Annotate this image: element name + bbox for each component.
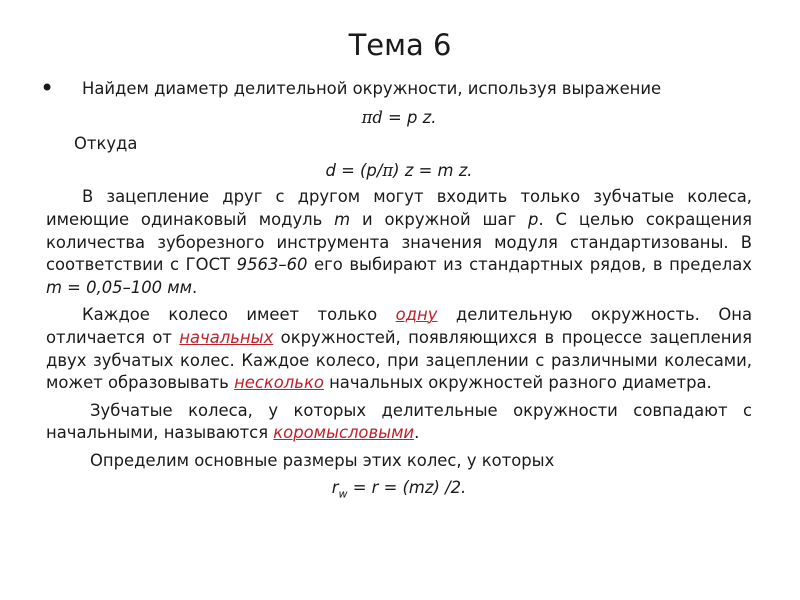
formula-pitch-circumference [46, 107, 752, 130]
highlight-one: одну [395, 305, 438, 325]
formula-pi-d: πd [361, 107, 383, 127]
highlight-term: коромысловыми [273, 423, 415, 443]
paragraph-diameter: Найдем диаметр делительной окружности, используя выражение [82, 79, 662, 98]
formula-radius [46, 477, 752, 506]
text-span: Каждое колесо имеет только [82, 305, 396, 325]
module-range: m = 0,05–100 мм [46, 277, 193, 297]
slide-title: Тема 6 [348, 28, 452, 62]
paragraph-circles [46, 304, 752, 394]
text-span: делительную окружность. Она отличается от [46, 305, 752, 347]
highlight-initial: начальных [179, 327, 274, 347]
symbol-m: m [334, 209, 351, 229]
paragraph-define: Определим основные размеры этих колес, у которых [90, 450, 555, 470]
text-span: его выбирают из стандартных рядов, в пределах [307, 255, 752, 275]
text-span: окружностей, появляющихся в процессе зацепления двух зубчатых колес. Каждое колесо, при зацеплении с различными колесами, может образовывать [46, 327, 752, 393]
symbol-p: p [528, 209, 539, 229]
formula-diameter [46, 160, 752, 183]
formula-subscript: w [338, 486, 348, 500]
text-span: начальных окружностей разного диаметра. [323, 373, 712, 393]
formula-pi: π [382, 160, 394, 180]
paragraph-module [46, 186, 752, 299]
formula-part-a: d = (p/ [325, 160, 383, 180]
formula-rest: = r = (mz) /2. [347, 477, 467, 497]
formula-rest: = p z. [382, 107, 437, 127]
formula-part-b: ) z = m z. [393, 160, 473, 180]
formula-r: r [331, 477, 339, 497]
text-span: В зацепление друг с другом могут входить только зубчатые колеса, имеющие одинаковый модуль [46, 187, 752, 229]
label-whence: Откуда [74, 134, 138, 154]
text-span: и окружной шаг [350, 209, 529, 229]
text-span: . С целью сокращения количества зуборезного инструмента значения модуля стандартизованы. В соответствии с ГОСТ [46, 209, 752, 275]
bullet-icon: • [40, 74, 55, 102]
text-span: Зубчатые колеса, у которых делительные окружности совпадают с начальными, называются [46, 400, 752, 443]
text-span: . [414, 423, 420, 443]
highlight-several: несколько [234, 373, 324, 393]
slide-body [40, 74, 752, 509]
gost-number: 9563–60 [236, 255, 308, 275]
text-span: . [192, 277, 198, 297]
paragraph-rocker [46, 400, 752, 445]
